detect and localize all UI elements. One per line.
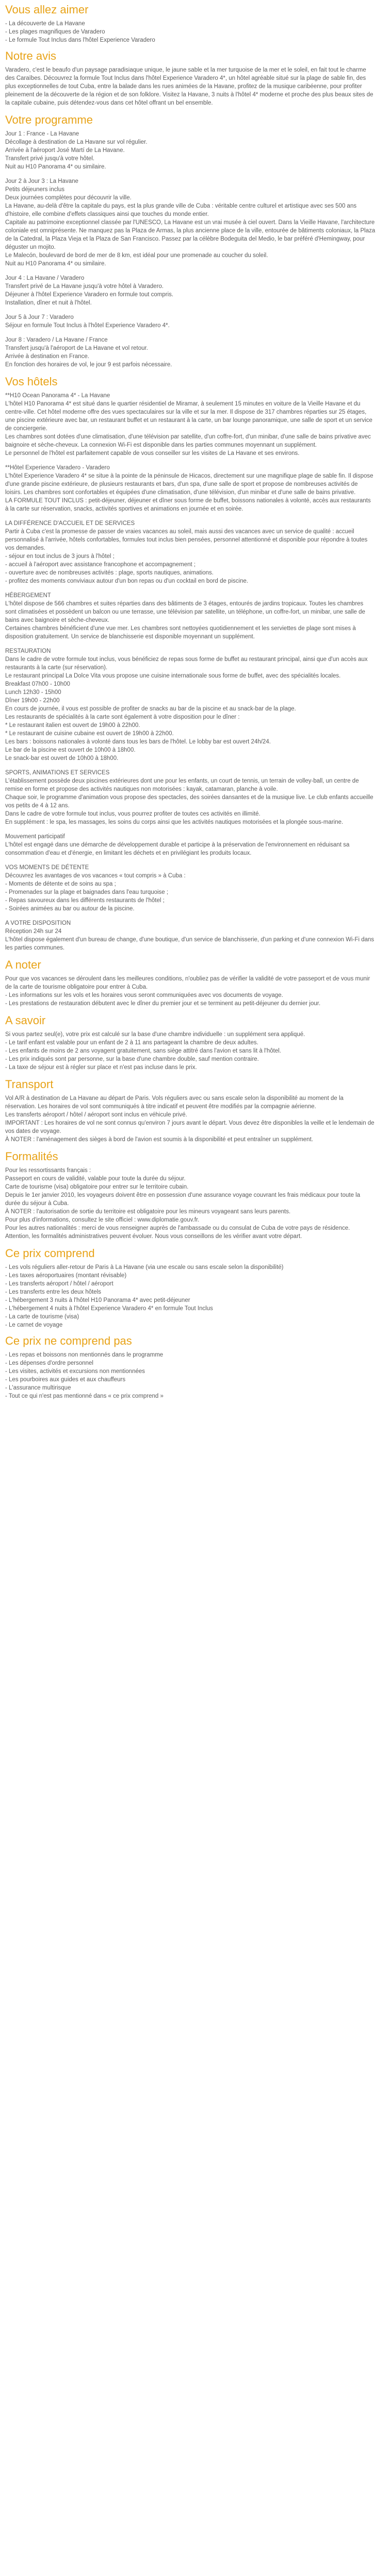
day-heading: Jour 2 à Jour 3 : La Havane: [5, 178, 78, 184]
section-programme: [5, 113, 376, 369]
section-a-savoir: [5, 1014, 376, 1072]
section-prix-ne-comprend-pas: [5, 1334, 376, 1400]
list-item: - Les transferts entre les deux hôtels: [5, 1289, 102, 1295]
day-heading: Jour 4 : La Havane / Varadero: [5, 275, 85, 281]
hotel-text: L'hôtel dispose de 566 chambres et suites réparties dans des bâtiments de 3 étages, entourés de jardins tropicaux. Toutes les chambres sont climatisées et possèdent un balcon ou une terrasse, une télévision par satellite, un téléphone, un coffre-fort, un minibar, une salle de bains avec baignoire et sèche-cheveux. Certaines chambres bénéficient d'une vue mer. Les chambres sont nettoyées quotidiennement et les serviettes de plage sont mises à disposition gratuitement. Un service de blanchisserie est disponible moyennant un supplément.: [5, 601, 365, 640]
section-title: Ce prix comprend: [5, 1247, 95, 1260]
hotel-text: L'hôtel Experience Varadero 4* se situe à la pointe de la péninsule de Hicacos, directement sur une magnifique plage de sable fin. Il dispose d'une grande piscine extérieure, de plusieurs restaurants et bars, d'un spa, d'une salle de sport et propose de nombreuses activités de loisirs. Les chambres sont confortables et équipées d'une climatisation, d'une télévision, d'un minibar et d'une salle de bains privative. LA FORMULE TOUT INCLUS : petit-déjeuner, déjeuner et dîner sous forme de buffet, boissons nationales à volonté, accès aux restaurants à la carte sur réservation, snacks, activités sportives et animations en journée et en soirée.: [5, 473, 373, 512]
list-item: - Les visites, activités et excursions non mentionnées: [5, 1368, 145, 1375]
section-prix-comprend: [5, 1247, 376, 1329]
section-title: Ce prix ne comprend pas: [5, 1334, 132, 1347]
day-heading: Jour 1 : France - La Havane: [5, 131, 79, 137]
hotel-heading: VOS MOMENTS DE DÉTENTE: [5, 865, 89, 871]
hotel-text: L'établissement possède deux piscines extérieures dont une pour les enfants, un court de tennis, un terrain de volley-ball, un centre de remise en forme et propose des activités nautiques non motorisées : kayak, catamaran, planche à voile. Chaque soir, le programme d'animation vous propose des spectacles, des soirées dansantes et de la musique live. Le club enfants accueille vos petits de 4 à 12 ans. Dans le cadre de votre formule tout inclus, vous pourrez profiter de toutes ces activités en illimité. En supplément : le spa, les massages, les soins du corps ainsi que les activités nautiques motorisées et la plongée sous-marine.: [5, 778, 373, 825]
paragraph: Pour les ressortissants français : Passeport en cours de validité, valable pour toute la durée du séjour. Carte de tourisme (visa) obligatoire pour entrer sur le territoire cubain. Depuis le 1er janvier 2010, les voyageurs doivent être en possession d'une assurance voyage couvrant les frais médicaux pour toute la durée du séjour à Cuba. À NOTER : l'autorisation de sortie du territoire est obligatoire pour les mineurs voyageant sans leurs parents. Pour plus d'informations, consultez le site officiel : www.diplomatie.gouv.fr. Pour les autres nationalités : merci de vous renseigner auprès de l'ambassade ou du consulat de Cuba de votre pays de résidence. Attention, les formalités administratives peuvent évoluer. Nous vous conseillons de les vérifier avant votre départ.: [5, 1167, 361, 1240]
day-text: Transfert privé de La Havane jusqu'à votre hôtel à Varadero. Déjeuner à l'hôtel Experience Varadero en formule tout compris. Installation, dîner et nuit à l'hôtel.: [5, 283, 174, 306]
section-title: Vos hôtels: [5, 375, 58, 388]
highlights-list: [5, 20, 376, 44]
hotel-block: [5, 919, 376, 952]
hotel-heading: SPORTS, ANIMATIONS ET SERVICES: [5, 770, 110, 776]
included-list: [5, 1263, 376, 1329]
list-item: - Les dépenses d'ordre personnel: [5, 1360, 93, 1366]
paragraph: Vol A/R à destination de La Havane au départ de Paris. Vols réguliers avec ou sans escale selon la disponibilité au moment de la réservation. Les horaires de vol sont communiqués à titre indicatif et peuvent être modifiés par la compagnie aérienne. Les transferts aéroport / hôtel / aéroport sont inclus en véhicule privé. IMPORTANT : Les horaires de vol ne sont connus qu'environ 7 jours avant le départ. Vous devez être disponibles la veille et le lendemain de vos dates de voyage. À NOTER : l'aménagement des sièges à bord de l'avion est soumis à la disponibilité et peut entraîner un supplément.: [5, 1095, 374, 1143]
section-title: Transport: [5, 1078, 54, 1091]
hotel-text: Partir à Cuba c'est la promesse de passer de vraies vacances au soleil, mais aussi des vacances avec un service de qualité : accueil personnalisé à l'arrivée, hôtels confortables, formules tout inclus bien pensées, personnel attentionné et disponible pour répondre à toutes vos demandes. - séjour en tout inclus de 3 jours à l'hôtel ; - accueil à l'aéroport avec assistance francophone et accompagnement ; - ouverture avec de nombreuses activités : plage, sports nautiques, animations. - profitez des moments conviviaux autour d'un bon repas ou d'un cocktail en bord de piscine.: [5, 529, 368, 584]
list-item: - L'hébergement 4 nuits à l'hôtel Experience Varadero 4* en formule Tout Inclus: [5, 1306, 213, 1312]
hotel-text: Dans le cadre de votre formule tout inclus, vous bénéficiez de repas sous forme de buffet au restaurant principal, ainsi que d'un accès aux restaurants à la carte (sur réservation). Le restaurant principal La Dolce Vita vous propose une cuisine internationale sous forme de buffet, avec des spécialités locales. Breakfast 07h00 - 10h00 Lunch 12h30 - 15h00 Dîner 19h00 - 22h00 En cours de journée, il vous est possible de profiter de snacks au bar de la piscine et au snack-bar de la plage. Les restaurants de spécialités à la carte sont également à votre disposition pour le dîner : * Le restaurant italien est ouvert de 19h00 à 22h00. * Le restaurant de cuisine cubaine est ouvert de 19h00 à 22h00. Les bars : boissons nationales à volonté dans tous les bars de l'hôtel. Le lobby bar est ouvert 24h/24. Le bar de la piscine est ouvert de 10h00 à 18h00. Le snack-bar est ouvert de 10h00 à 18h00.: [5, 656, 368, 761]
day-block: [5, 274, 376, 307]
section-title: A savoir: [5, 1014, 46, 1027]
day-text: Transfert jusqu'à l'aéroport de La Havane et vol retour. Arrivée à destination en France. En fonction des horaires de vol, le jour 9 est parfois nécessaire.: [5, 345, 172, 368]
day-heading: Jour 5 à Jour 7 : Varadero: [5, 314, 74, 320]
section-title: Formalités: [5, 1150, 58, 1163]
day-block: [5, 336, 376, 369]
day-heading: Jour 8 : Varadero / La Havane / France: [5, 337, 108, 343]
hotel-block: [5, 647, 376, 762]
list-item: - La carte de tourisme (visa): [5, 1314, 79, 1320]
list-item: - Les transferts aéroport / hôtel / aéroport: [5, 1281, 113, 1287]
hotel-block: [5, 519, 376, 585]
section-title: A noter: [5, 958, 41, 971]
hotel-text: Réception 24h sur 24 L'hôtel dispose également d'un bureau de change, d'une boutique, d'un service de blanchisserie, d'un parking et d'une connexion Wi-Fi dans les parties communes.: [5, 928, 374, 951]
hotel-heading: Mouvement participatif: [5, 834, 65, 840]
list-item: - La découverte de La Havane: [5, 21, 85, 27]
excluded-list: [5, 1351, 376, 1400]
day-block: [5, 130, 376, 171]
hotel-text: L'hôtel est engagé dans une démarche de développement durable et participe à la préservation de l'environnement en réduisant sa consommation d'eau et d'énergie, en limitant les déchets et en privilégiant les produits locaux.: [5, 842, 350, 856]
paragraph: Pour que vos vacances se déroulent dans les meilleures conditions, n'oubliez pas de vérifier la validité de votre passeport et de vous munir de la carte de tourisme obligatoire pour entrer à Cuba. - Les informations sur les vols et les horaires vous seront communiquées avec vos documents de voyage. - Les prestations de restauration débutent avec le dîner du premier jour et se terminent au petit-déjeuner du dernier jour.: [5, 976, 370, 1007]
hotel-heading: HÉBERGEMENT: [5, 592, 51, 599]
paragraph: Si vous partez seul(e), votre prix est calculé sur la base d'une chambre individuelle : un supplément sera appliqué. - Le tarif enfant est valable pour un enfant de 2 à 11 ans partageant la chambre de deux adultes. - Les enfants de moins de 2 ans voyagent gratuitement, sans siège attitré dans l'avion et sans lit à l'hôtel. - Les prix indiqués sont par personne, sur la base d'une chambre double, sauf mention contraire. - La taxe de séjour est à régler sur place et n'est pas incluse dans le prix.: [5, 1031, 305, 1071]
hotel-text: L'hôtel H10 Panorama 4* est situé dans le quartier résidentiel de Miramar, à seulement 15 minutes en voiture de la Vieille Havane et du centre-ville. Cet hôtel moderne offre des vues spectaculaires sur la ville et sur la mer. Il dispose de 317 chambres réparties sur 25 étages, une piscine extérieure avec bar, un restaurant buffet et un restaurant à la carte, un bar lounge panoramique, une salle de sport et un service de conciergerie. Les chambres sont dotées d'une climatisation, d'une télévision par satellite, d'un coffre-fort, d'un minibar, d'une salle de bains privative avec baignoire et sèche-cheveux. La connexion Wi-Fi est disponible dans les parties communes moyennant un supplément. Le personnel de l'hôtel est parfaitement capable de vous conseiller sur les visites de La Havane et ses environs.: [5, 401, 372, 456]
day-text: Séjour en formule Tout Inclus à l'hôtel Experience Varadero 4*.: [5, 323, 170, 329]
list-item: - L'assurance multirisque: [5, 1385, 71, 1391]
hotel-block: [5, 863, 376, 913]
section-title: Votre programme: [5, 113, 93, 126]
section-transport: [5, 1078, 376, 1144]
hotel-text: Découvrez les avantages de vos vacances « tout compris » à Cuba : - Moments de détente et de soins au spa ; - Promenades sur la plage et baignades dans l'eau turquoise ; - Repas savoureux dans les différents restaurants de l'hôtel ; - Soirées animées au bar ou autour de la piscine.: [5, 873, 186, 912]
hotel-block: [5, 769, 376, 826]
hotel-heading: **H10 Ocean Panorama 4* - La Havane: [5, 393, 110, 399]
section-title: Vous allez aimer: [5, 3, 89, 16]
section-vous-allez-aimer: [5, 3, 376, 44]
list-item: - Le formule Tout Inclus dans l'hôtel Experience Varadero: [5, 37, 155, 43]
day-text: Décollage à destination de La Havane sur vol régulier. Arrivée à l'aéroport José Martí de La Havane. Transfert privé jusqu'à votre hôtel. Nuit au H10 Panorama 4* ou similaire.: [5, 139, 148, 170]
list-item: - Les plages magnifiques de Varadero: [5, 29, 105, 35]
list-item: - Tout ce qui n'est pas mentionné dans « ce prix comprend »: [5, 1393, 164, 1399]
hotel-block: [5, 833, 376, 857]
hotel-heading: A VOTRE DISPOSITION: [5, 920, 71, 926]
day-text: Petits déjeuners inclus Deux journées complètes pour découvrir la ville. La Havane, au-delà d'être la capitale du pays, est la plus grande ville de Cuba : véritable centre culturel et artistique avec ses 500 ans d'histoire, elle combine d'effets classiques ainsi que touches du monde entier. Capitale au patrimoine exceptionnel classée par l'UNESCO, La Havane est un vrai musée à ciel ouvert. Dans la Vieille Havane, l'architecture coloniale est omniprésente. Ne manquez pas la Plaza de Armas, la plus ancienne place de la ville, entourée de bâtiments coloniaux, la Plaza de la Catedral, la Plaza Vieja et la Plaza de San Francisco. Passez par la célèbre Bodeguita del Medio, le bar préféré d'Hemingway, pour déguster un mojito. Le Malecón, boulevard de bord de mer de 8 km, est idéal pour une promenade au coucher du soleil. Nuit au H10 Panorama 4* ou similaire.: [5, 187, 376, 267]
hotel-heading: **Hôtel Experience Varadero - Varadero: [5, 465, 110, 471]
day-block: [5, 177, 376, 268]
section-hotels: [5, 375, 376, 952]
day-block: [5, 313, 376, 330]
hotel-block: [5, 591, 376, 641]
section-notre-avis: [5, 49, 376, 107]
list-item: - Les taxes aéroportuaires (montant révisable): [5, 1273, 127, 1279]
section-title: Notre avis: [5, 49, 57, 62]
hotel-heading: LA DIFFÉRENCE D'ACCUEIL ET DE SERVICES: [5, 520, 135, 527]
hotel-block: [5, 464, 376, 513]
list-item: - L'hébergement 3 nuits à l'hôtel H10 Panorama 4* avec petit-déjeuner: [5, 1297, 190, 1303]
hotel-heading: RESTAURATION: [5, 648, 51, 654]
list-item: - Les repas et boissons non mentionnés dans le programme: [5, 1352, 164, 1358]
list-item: - Le carnet de voyage: [5, 1322, 63, 1328]
section-a-noter: [5, 958, 376, 1008]
hotel-block: [5, 392, 376, 457]
list-item: - Les vols réguliers aller-retour de Paris à La Havane (via une escale ou sans escale selon la disponibilité): [5, 1264, 284, 1270]
section-formalites: [5, 1150, 376, 1241]
paragraph: Varadero, c'est le beaufo d'un paysage paradisiaque unique, le jaune sable et la mer turquoise de la mer et le soleil, en fait tout le charme des Caraïbes. Découvrez la formule Tout Inclus dans l'hôtel Experience Varadero 4*, un hôtel agréable situé sur la plage de sable fin, des plus exceptionnelles de tout Cuba, entre la balade dans les rues animées de la Havane, profitez de la musique caribéenne, pour profiter pleinement de la découverte de la région et de son folklore. Visitez la Havane, 3 nuits à l'hôtel 4* moderne et proche des plus beaux sites de la capitale cubaine, puis détendez-vous dans cet hôtel offrant un bel ensemble.: [5, 67, 373, 106]
list-item: - Les pourboires aux guides et aux chauffeurs: [5, 1377, 126, 1383]
